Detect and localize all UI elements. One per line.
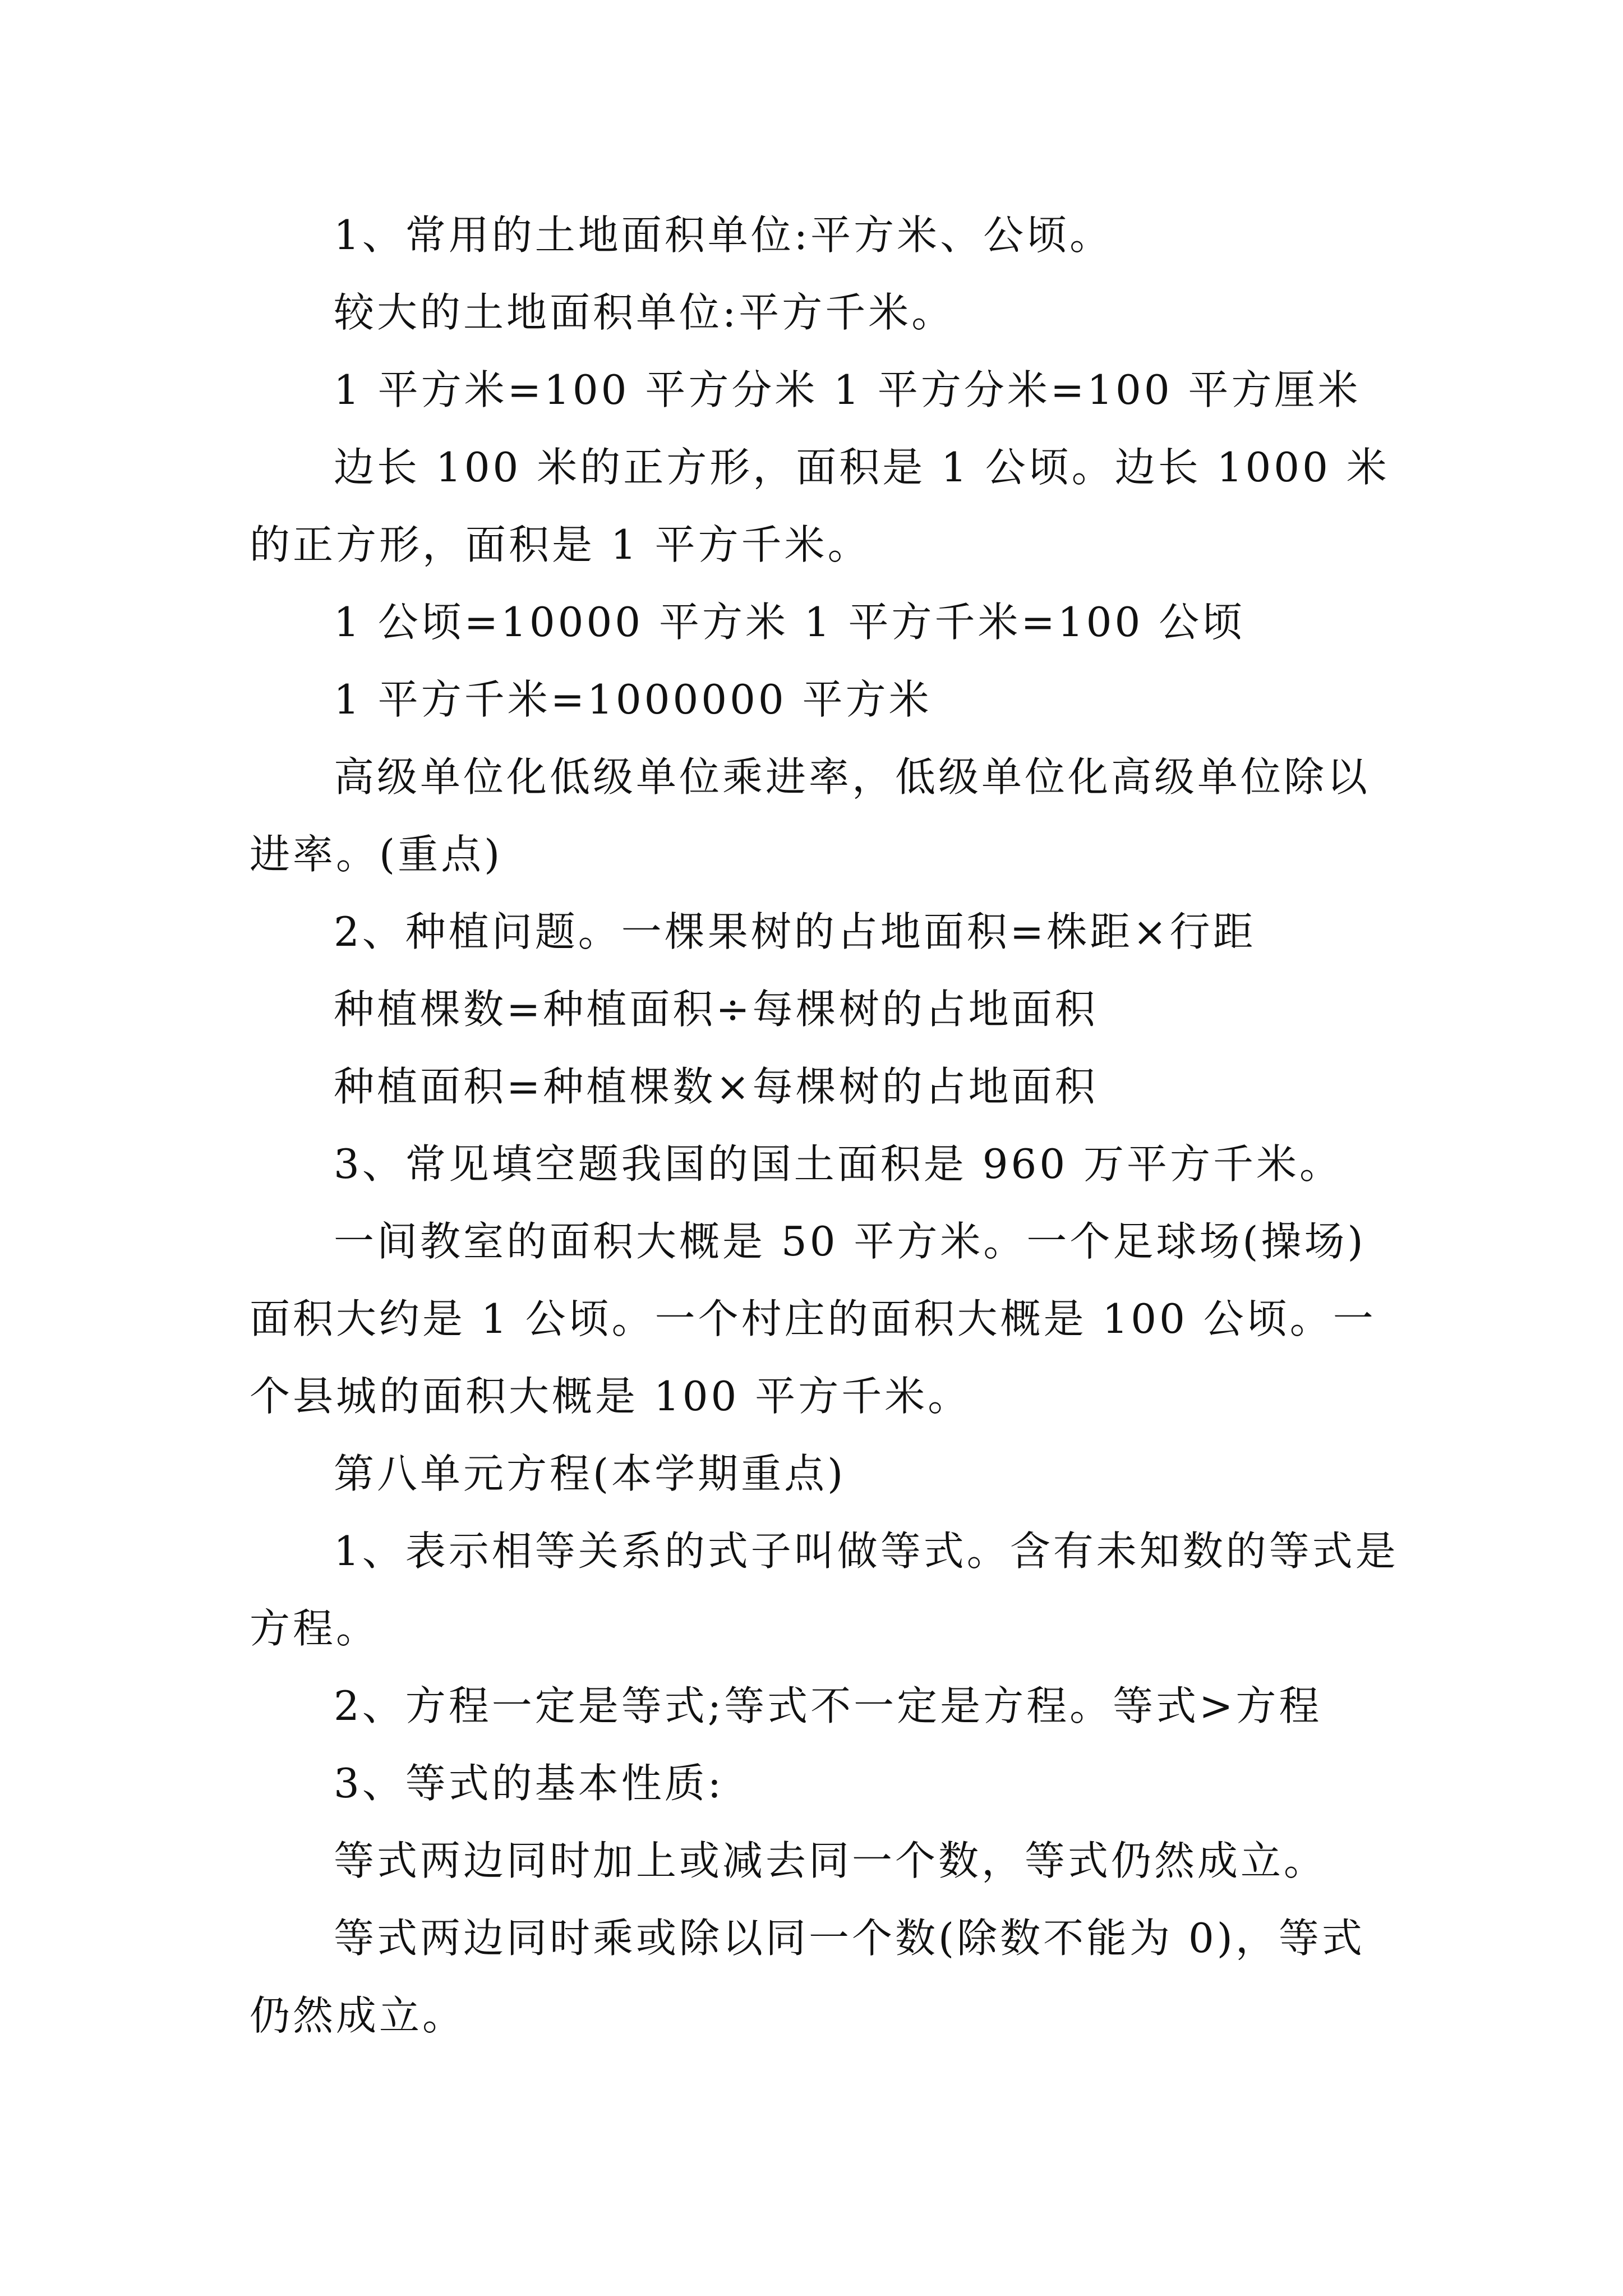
paragraph: 高级单位化低级单位乘进率，低级单位化高级单位除以进率。(重点) [250,753,1371,878]
section-heading: 第八单元方程(本学期重点) [334,1450,846,1497]
paragraph: 1、常用的土地面积单位:平方米、公顷。 [334,211,1113,259]
paragraph: 3、常见填空题我国的国土面积是 960 万平方千米。 [334,1140,1343,1188]
paragraph: 3、等式的基本性质: [334,1760,725,1807]
paragraph: 1 平方米=100 平方分米 1 平方分米=100 平方厘米 [334,366,1361,413]
paragraph: 种植面积=种植棵数×每棵树的占地面积 [334,1063,1098,1110]
paragraph: 1 公顷=10000 平方米 1 平方千米=100 公顷 [334,599,1246,646]
paragraph: 2、方程一定是等式;等式不一定是方程。等式>方程 [334,1682,1322,1729]
paragraph: 种植棵数=种植面积÷每棵树的占地面积 [334,986,1098,1033]
paragraph: 等式两边同时加上或减去同一个数，等式仍然成立。 [334,1837,1327,1884]
paragraph: 1 平方千米=1000000 平方米 [334,676,932,723]
paragraph: 1、表示相等关系的式子叫做等式。含有未知数的等式是方程。 [250,1527,1399,1652]
document-body [250,196,1399,2054]
paragraph: 一间教室的面积大概是 50 平方米。一个足球场(操场)面积大约是 1 公顷。一个村庄的面积大概是 100 公顷。一个县城的面积大概是 100 平方千米。 [250,1218,1376,1420]
paragraph: 边长 100 米的正方形，面积是 1 公顷。边长 1000 米的正方形，面积是 1 平方千米。 [250,444,1390,568]
paragraph: 等式两边同时乘或除以同一个数(除数不能为 0)，等式仍然成立。 [250,1915,1365,2039]
paragraph: 2、种植问题。一棵果树的占地面积=株距×行距 [334,908,1256,955]
paragraph: 较大的土地面积单位:平方千米。 [334,289,955,336]
